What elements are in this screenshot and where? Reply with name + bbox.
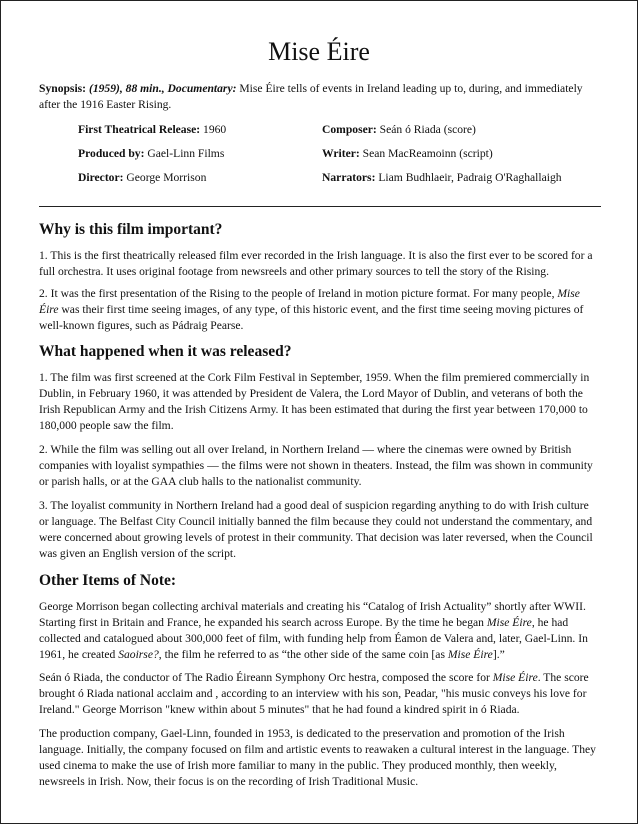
credit-narrators-label: Narrators: xyxy=(322,171,376,184)
film-title-ref: Mise Éire xyxy=(447,648,493,661)
film-title-ref: Mise Éire xyxy=(492,671,538,684)
other-paragraph-2: Seán ó Riada, the conductor of The Radio Éireann Symphony Orc hestra, composed the score for Mise Éire. The score brought ó Riada national acclaim and , according to an interview with his son, Peadar, "his music conveys his love for Ireland." George Morrison "knew within about 5 minutes" that he had found a kindred spirit in ó Riada. xyxy=(39,671,589,716)
credit-writer-value: Sean MacReamoinn (script) xyxy=(359,147,493,160)
credit-writer xyxy=(322,147,493,160)
credit-release-value: 1960 xyxy=(200,123,227,136)
credit-director-value: George Morrison xyxy=(123,171,207,184)
synopsis-colon: : xyxy=(232,82,237,95)
section-divider xyxy=(39,206,601,207)
film-title-ref: Mise Éire xyxy=(39,287,580,316)
other-paragraph-3: The production company, Gael-Linn, founded in 1953, is dedicated to the preservation and promotion of the Irish language. Initially, the company focused on film and artistic events to reawaken a cultural interest in the language. They used cinema to make the use of Irish more familiar to many in the public. They produced monthly, then weekly, newsreels in Irish. Now, their focus is on the recording of Irish Traditional Music. xyxy=(39,727,596,788)
credit-director-label: Director: xyxy=(78,171,124,184)
credit-producer-label: Produced by: xyxy=(78,147,145,160)
heading-release: What happened when it was released? xyxy=(39,343,292,360)
synopsis-meta: (1959), 88 min., Documentary xyxy=(88,82,233,95)
synopsis xyxy=(39,81,603,113)
credit-producer xyxy=(78,147,224,160)
synopsis-text: Mise Éire tells of events in Ireland leading up to, during, and immediately after the 1916 Easter Rising. xyxy=(39,82,583,111)
credit-composer-label: Composer: xyxy=(322,123,377,136)
credit-composer-value: Seán ó Riada (score) xyxy=(376,123,476,136)
credit-narrators xyxy=(322,171,562,184)
heading-other: Other Items of Note: xyxy=(39,572,177,589)
credit-composer xyxy=(322,123,476,136)
release-paragraph-1: 1. The film was first screened at the Cork Film Festival in September, 1959. When the film premiered commercially in Dublin, in February 1960, it was attended by President de Valera, the Lord Mayor of Dublin, and veterans of both the Irish Republican Army and the Irish Citizens Army. It has been estimated that during the first year between 170,000 to 180,000 people saw the film. xyxy=(39,371,590,432)
release-paragraph-2: 2. While the film was selling out all over Ireland, in Northern Ireland — where the cinemas were owned by British companies with loyalist sympathies — the films were not shown in theaters. Instead, the film was shown in community or parish halls, or at the GAA club halls to the nationalist community. xyxy=(39,443,593,488)
release-paragraph-3: 3. The loyalist community in Northern Ireland had a good deal of suspicion regarding anything to do with Irish culture or language. The Belfast City Council initially banned the film because they could not understand the commentary, and were concerned about growing levels of protest in their community. That decision was later reversed, when the Council was given an English version of the script. xyxy=(39,499,593,560)
synopsis-label: Synopsis: xyxy=(39,82,87,95)
credit-release xyxy=(78,123,226,136)
other-paragraph-1: George Morrison began collecting archival materials and creating his “Catalog of Irish Actuality” shortly after WWII. Starting first in Britain and France, he expanded his search across Europe. By the time he began Mise Éire, he had collected and catalogued about 300,000 feet of film, with funding help from Éamon de Valera and, later, Gael-Linn. In 1961, he created Saoirse?, the film he referred to as “the other side of the same coin [as Mise Éire].” xyxy=(39,600,588,661)
credit-writer-label: Writer: xyxy=(322,147,360,160)
heading-importance: Why is this film important? xyxy=(39,221,223,238)
page-title: Mise Éire xyxy=(268,37,370,66)
importance-paragraph-1: 1. This is the first theatrically released film ever recorded in the Irish language. It is also the first ever to be scored for a full orchestra. It uses original footage from newsreels and other primary sources to tell the story of the Rising. xyxy=(39,249,593,278)
film-title-ref: Saoirse? xyxy=(118,648,159,661)
credit-narrators-value: Liam Budhlaeir, Padraig O'Raghallaigh xyxy=(375,171,562,184)
film-title-ref: Mise Éire xyxy=(486,616,532,629)
credit-producer-value: Gael-Linn Films xyxy=(144,147,225,160)
importance-paragraph-2: 2. It was the first presentation of the Rising to the people of Ireland in motion picture format. For many people, Mise Éire was their first time seeing images, of any type, of this historic event, and the first time seeing moving pictures of well-known figures, such as Pádraig Pearse. xyxy=(39,287,584,332)
credit-release-label: First Theatrical Release: xyxy=(78,123,201,136)
credit-director xyxy=(78,171,206,184)
